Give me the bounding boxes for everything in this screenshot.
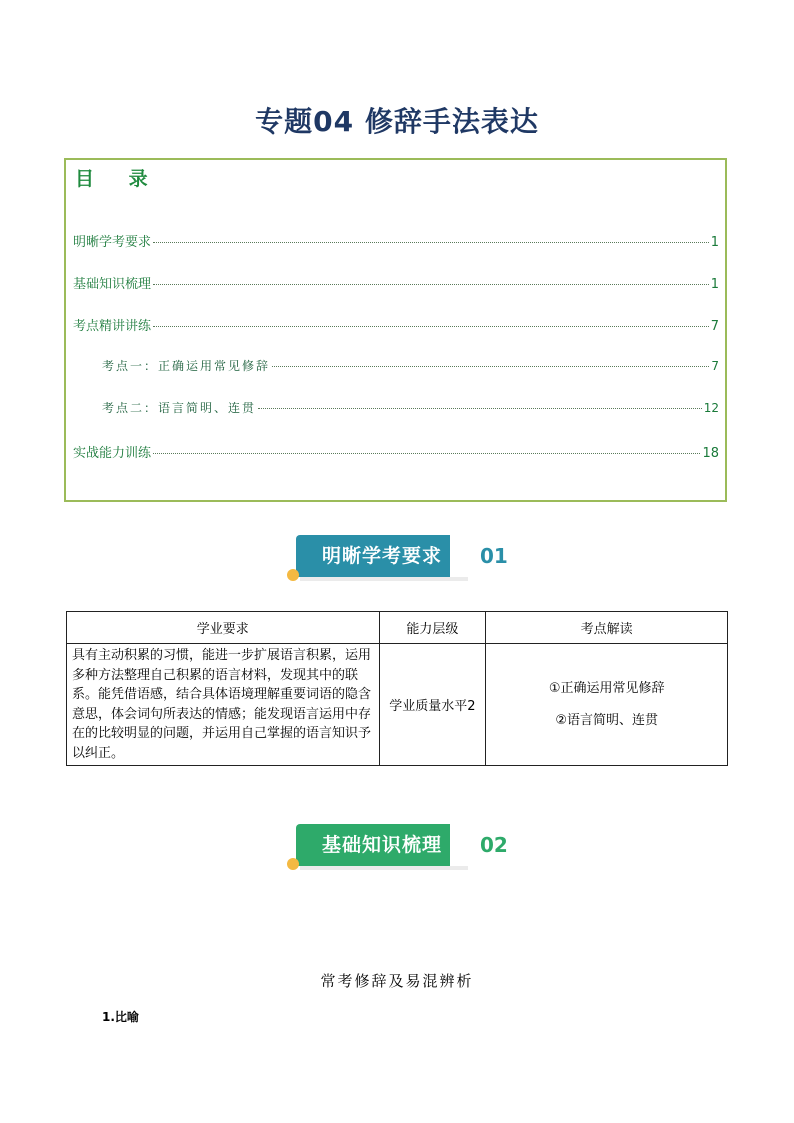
table-of-contents [64,158,727,502]
section-number: 01 [480,544,508,568]
item-heading: 1.比喻 [102,1010,139,1024]
section-subtitle: 常考修辞及易混辨析 [320,972,474,990]
section-number: 02 [480,833,508,857]
table-header-row [67,612,728,644]
key-points-cell [486,644,728,766]
key-point: ②语言简明、连贯 [555,712,658,728]
section-title: 基础知识梳理 [296,824,468,866]
page-title: 专题04 修辞手法表达 [255,105,539,138]
toc-item-point-one[interactable]: 考点一：正确运用常见修辞 7 [102,359,719,373]
ability-level: 学业质量水平2 [379,644,486,766]
table-header: 考点解读 [486,612,728,644]
toc-item-requirements[interactable]: 明晰学考要求 1 [73,235,719,250]
bullet-dot-icon [287,858,299,870]
table-row [67,644,728,766]
toc-item-practice[interactable]: 实战能力训练 18 [73,446,719,461]
key-point: ①正确运用常见修辞 [548,680,665,696]
toc-item-point-two[interactable]: 考点二：语言简明、连贯 12 [102,401,719,415]
bullet-dot-icon [287,569,299,581]
section-title: 明晰学考要求 [296,535,468,577]
table-header: 能力层级 [379,612,486,644]
toc-heading: 目 录 [75,168,162,190]
toc-item-basics[interactable]: 基础知识梳理 1 [73,277,719,292]
requirements-table [66,611,728,766]
requirement-description: 具有主动积累的习惯，能进一步扩展语言积累，运用多种方法整理自己积累的语言材料，发现其中的联系。能凭借语感，结合具体语境理解重要词语的隐含意思，体会词句所表达的情感；能发现语言运用中存在的比较明显的问题，并运用自己掌握的语言知识予以纠正。 [67,644,380,766]
toc-item-key-points[interactable]: 考点精讲讲练 7 [73,319,719,334]
table-header: 学业要求 [67,612,380,644]
